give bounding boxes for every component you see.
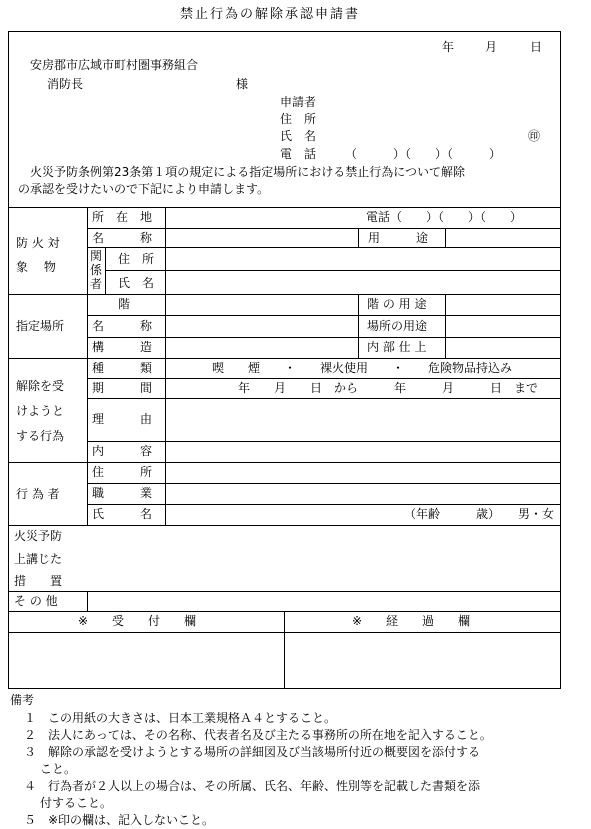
note-item: ５ ※印の欄は、記入しないこと。 <box>24 813 215 827</box>
note-item: こと。 <box>40 762 77 776</box>
act-reason-label: 理 由 <box>92 412 153 426</box>
note-item: １ この用紙の大きさは、日本工業規格Ａ４とすること。 <box>24 711 337 725</box>
actor-address-label: 住 所 <box>92 465 153 479</box>
acts-heading-3: する行為 <box>16 429 65 443</box>
addressee-org: 安房郡市広域市町村圏事務組合 <box>30 58 199 72</box>
applicant-phone-format: （ ）（ ）（ ） <box>345 147 502 161</box>
actor-age-sex-format: （年齢 歳） 男・女 <box>404 507 555 521</box>
other-heading: そ の 他 <box>14 594 58 608</box>
date-year: 年 <box>442 40 455 54</box>
measures-heading-3: 措 置 <box>14 574 63 588</box>
act-type-label: 種 類 <box>92 361 153 375</box>
floor-label: 階 <box>118 297 131 311</box>
act-type-options: 喫 煙 ・ 裸火使用 ・ 危険物品持込み <box>212 361 513 375</box>
applicant-label: 申請者 <box>280 95 317 109</box>
related-name-label: 氏 名 <box>118 276 155 290</box>
date-day: 日 <box>530 40 543 54</box>
page-title: 禁止行為の解除承認申請書 <box>180 7 361 22</box>
target-heading-2: 象 物 <box>16 260 56 274</box>
measures-heading-2: 上講じた <box>14 552 63 566</box>
target-heading-1: 防 火 対 <box>16 236 60 250</box>
applicant-name-label: 氏 名 <box>280 129 317 143</box>
acts-heading-1: 解除を受 <box>16 379 65 393</box>
note-item: 付すること。 <box>40 796 113 810</box>
acts-heading-2: けようと <box>16 404 65 418</box>
note-item: ４ 行為者が２人以上の場合は、その所属、氏名、年齢、性別等を記載した書類を添 <box>24 779 481 793</box>
related-address-label: 住 所 <box>118 252 155 266</box>
interior-finish-label: 内 部 仕 上 <box>367 340 427 354</box>
designated-place-heading: 指定場所 <box>16 319 65 333</box>
note-item: ２ 法人にあっては、その名称、代表者名及び主たる事務所の所在地を記入すること。 <box>24 728 492 742</box>
target-name-label: 名 称 <box>92 231 153 245</box>
statement-line-2: の承認を受けたいので下記により申請します。 <box>18 182 270 196</box>
reception-column-label: ※ 受 付 欄 <box>78 614 197 628</box>
place-name-label: 名 称 <box>92 319 153 333</box>
seal-mark: ㊞ <box>528 129 541 143</box>
act-period-format: 年 月 日 から 年 月 日 まで <box>238 381 539 395</box>
actor-occupation-label: 職 業 <box>92 486 153 500</box>
floor-use-label: 階 の 用 途 <box>367 297 427 311</box>
actor-heading: 行 為 者 <box>16 487 60 501</box>
target-location-label: 所 在 地 <box>92 210 153 224</box>
statement-line-1: 火災予防条例第23条第１項の規定による指定場所における禁止行為について解除 <box>30 165 466 179</box>
actor-name-label: 氏 名 <box>92 507 153 521</box>
addressee-honorific: 様 <box>236 77 249 91</box>
addressee-title: 消防長 <box>47 77 84 91</box>
target-use-label: 用 途 <box>368 231 429 245</box>
structure-label: 構 造 <box>92 340 153 354</box>
notes-heading: 備考 <box>10 693 35 707</box>
place-use-label: 場所の用途 <box>367 319 428 333</box>
applicant-address-label: 住 所 <box>280 112 317 126</box>
act-period-label: 期 間 <box>92 381 153 395</box>
measures-heading-1: 火災予防 <box>14 529 63 543</box>
related-party-label: 関係者 <box>90 249 103 291</box>
target-phone-label: 電話（ ）（ ）（ ） <box>366 210 523 224</box>
date-month: 月 <box>485 40 498 54</box>
act-content-label: 内 容 <box>92 444 153 458</box>
applicant-phone-label: 電 話 <box>280 147 317 161</box>
progress-column-label: ※ 経 過 欄 <box>352 614 471 628</box>
note-item: ３ 解除の承認を受けようとする場所の詳細図及び当該場所付近の概要図を添付する <box>24 745 481 759</box>
